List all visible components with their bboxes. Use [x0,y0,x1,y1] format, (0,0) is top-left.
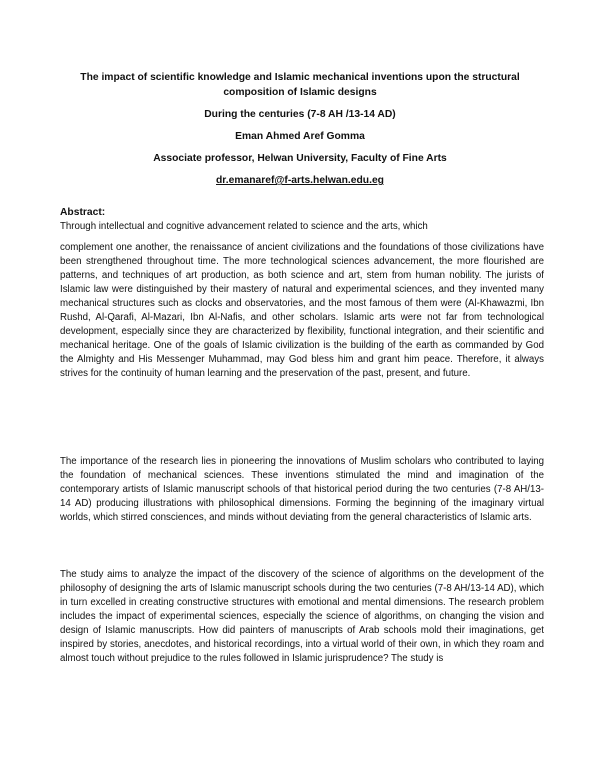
abstract-paragraph-3: The study aims to analyze the impact of the discovery of the science of algorithms on the development of the philosophy of designing the arts of Islamic manuscript schools during the two centuries (7-8 AH/13-14 AD), which in turn excelled in creating constructive structures with emotional and mental dimensions. The research problem includes the impact of experimental sciences, especially the science of algorithms, on changing the vision and design of Islamic manuscripts. How did painters of manuscripts of Arab schools mold their imaginations, get inspired by stories, anecdotes, and historical recordings, into a virtual world of their own, in which they roam and almost touch without prejudice to the rules followed in Islamic jurisprudence? The study is [60,569,544,664]
paper-title: The impact of scientific knowledge and Islamic mechanical inventions upon the structural composition of Islamic designs [80,72,520,98]
abstract-paragraph-1: complement one another, the renaissance of ancient civilizations and the foundations of those civilizations have been strengthened throughout time. The more technological sciences advancement, the more flourished are patterns, and techniques of art production, as both science and art, stem from human nobility. The jurists of Islamic law were distinguished by their mastery of natural and experimental sciences, and they invented many mechanical structures such as clocks and observatories, and the most famous of them were (Al-Khawazmi, Ibn Rushd, Al-Qarafi, Al-Mazari, Ibn Al-Nafis, and other scholars. Islamic arts were not far from technological development, especially since they are characterized by flexibility, functional integration, and their scientific and mechanical heritage. One of the goals of Islamic civilization is the building of the earth as commanded by God the Almighty and His Messenger Muhammad, may God bless him and grant him peace. Therefore, it always strives for the continuity of human learning and the preservation of the past, present, and future. [60,242,544,379]
abstract-intro-line: Through intellectual and cognitive advancement related to science and the arts, which [60,221,428,232]
author-affiliation: Associate professor, Helwan University, Faculty of Fine Arts [153,153,447,164]
centuries-subtitle: During the centuries (7-8 AH /13-14 AD) [204,109,396,120]
paper-header [60,70,540,188]
author-name: Eman Ahmed Aref Gomma [235,131,365,142]
abstract-heading: Abstract: [60,207,106,218]
author-email-link[interactable]: dr.emanaref@f-arts.helwan.edu.eg [216,175,384,186]
abstract-paragraph-2: The importance of the research lies in pioneering the innovations of Muslim scholars who contributed to laying the foundation of mechanical sciences. These inventions stimulated the mind and imagination of the contemporary artists of Islamic manuscript schools of that historical period during the two centuries (7-8 AH/13-14 AD) producing illustrations with philosophical dimensions. Forming the beginning of the imaginary virtual worlds, which stirred consciences, and minds without deviating from the general characteristics of Islamic arts. [60,456,544,523]
